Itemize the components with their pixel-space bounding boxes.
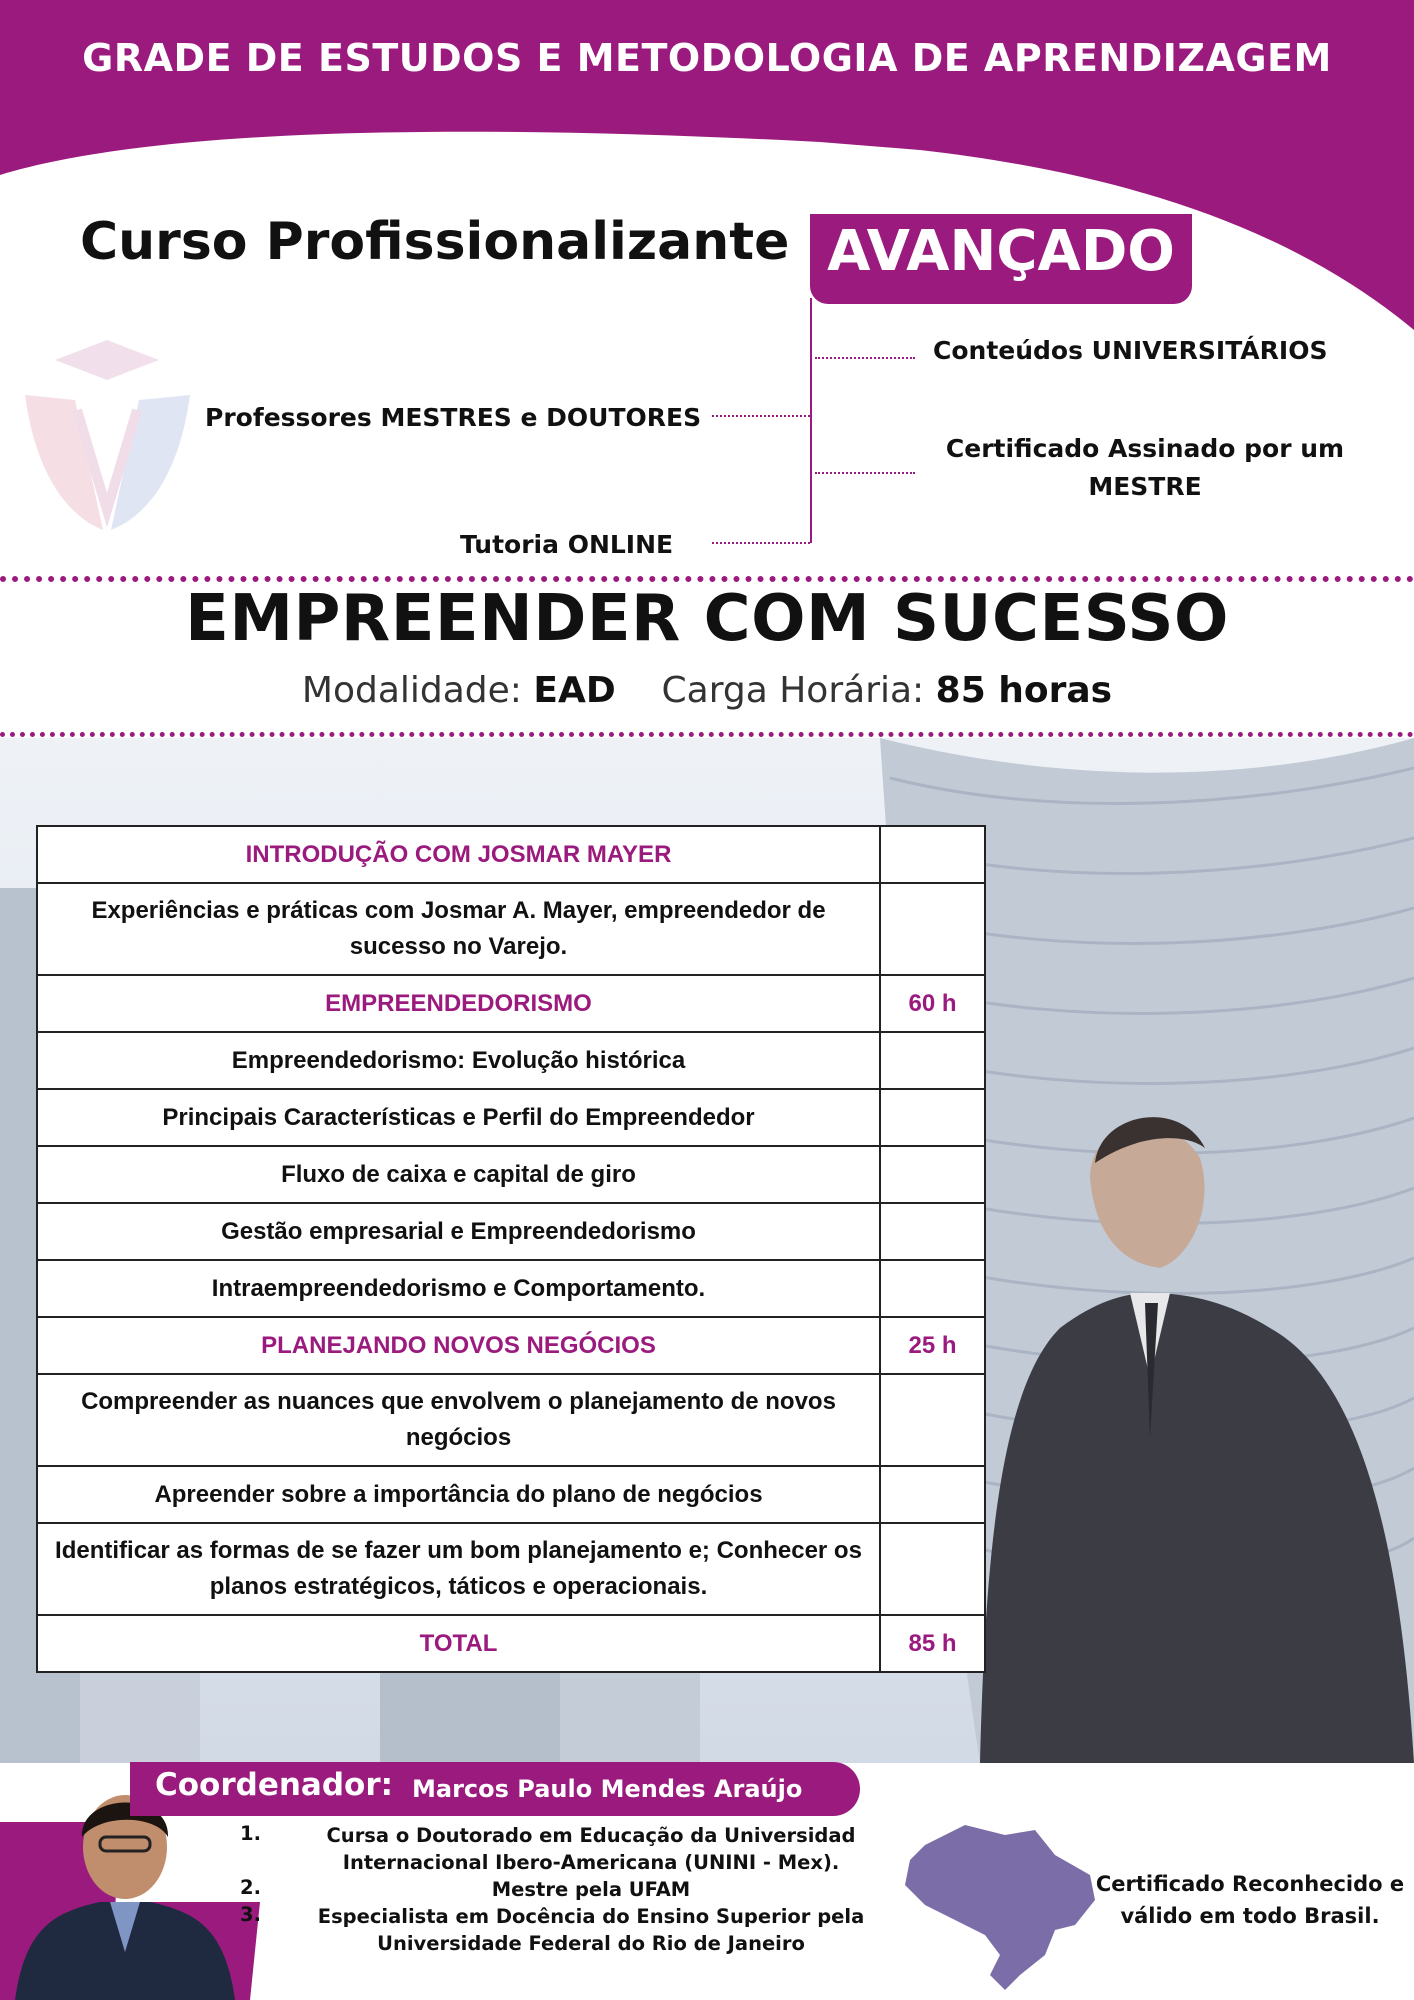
row-hours bbox=[880, 1146, 985, 1203]
row-text: Fluxo de caixa e capital de giro bbox=[37, 1146, 880, 1203]
row-hours: 85 h bbox=[880, 1615, 985, 1672]
item-text: Especialista em Docência do Ensino Superior pela Universidade Federal do Rio de Janeiro bbox=[317, 1905, 865, 1955]
table-row bbox=[37, 1523, 985, 1615]
list-item bbox=[240, 1876, 880, 1903]
row-text: INTRODUÇÃO COM JOSMAR MAYER bbox=[37, 826, 880, 883]
table-row bbox=[37, 1615, 985, 1672]
course-meta bbox=[0, 670, 1414, 711]
table-row bbox=[37, 1203, 985, 1260]
connector-line bbox=[815, 357, 915, 359]
level-badge: AVANÇADO bbox=[810, 214, 1192, 304]
row-text: Experiências e práticas com Josmar A. Mayer, empreendedor de sucesso no Varejo. bbox=[37, 883, 880, 975]
carga-value: 85 horas bbox=[935, 670, 1113, 711]
item-number: 1. bbox=[240, 1822, 261, 1845]
item-number: 3. bbox=[240, 1903, 261, 1926]
row-text: Apreender sobre a importância do plano de negócios bbox=[37, 1466, 880, 1523]
row-text: Intraempreendedorismo e Comportamento. bbox=[37, 1260, 880, 1317]
row-text: TOTAL bbox=[37, 1615, 880, 1672]
row-text: Identificar as formas de se fazer um bom planejamento e; Conhecer os planos estratégicos, táticos e operacionais. bbox=[37, 1523, 880, 1615]
row-text: Gestão empresarial e Empreendedorismo bbox=[37, 1203, 880, 1260]
modalidade-value: EAD bbox=[533, 670, 616, 711]
carga-label: Carga Horária: bbox=[661, 670, 925, 711]
row-hours bbox=[880, 1089, 985, 1146]
row-text: Compreender as nuances que envolvem o planejamento de novos negócios bbox=[37, 1374, 880, 1466]
table-row bbox=[37, 1146, 985, 1203]
row-hours: 60 h bbox=[880, 975, 985, 1032]
table-row bbox=[37, 1374, 985, 1466]
item-number: 2. bbox=[240, 1876, 261, 1899]
course-title: Curso Profissionalizante bbox=[80, 212, 790, 272]
separator bbox=[0, 732, 1414, 737]
school-logo bbox=[15, 340, 200, 540]
connector-line bbox=[712, 542, 810, 544]
list-item bbox=[240, 1822, 880, 1876]
brazil-map-icon bbox=[895, 1805, 1105, 1995]
feature-tutoria: Tutoria ONLINE bbox=[460, 530, 674, 559]
item-text: Cursa o Doutorado em Educação da Universidad Internacional Ibero-Americana (UNINI - Mex). bbox=[326, 1824, 856, 1874]
row-hours bbox=[880, 1203, 985, 1260]
coordinator-name: Marcos Paulo Mendes Araújo bbox=[412, 1775, 803, 1803]
row-hours bbox=[880, 1032, 985, 1089]
row-hours bbox=[880, 1466, 985, 1523]
row-text: PLANEJANDO NOVOS NEGÓCIOS bbox=[37, 1317, 880, 1374]
header-title: GRADE DE ESTUDOS E METODOLOGIA DE APRENDIZAGEM bbox=[82, 36, 1332, 80]
feature-certificado: Certificado Assinado por um MESTRE bbox=[945, 434, 1345, 501]
connector-line bbox=[712, 415, 810, 417]
table-row bbox=[37, 883, 985, 975]
item-text: Mestre pela UFAM bbox=[491, 1878, 691, 1901]
table-row bbox=[37, 1032, 985, 1089]
table-row bbox=[37, 1317, 985, 1374]
row-hours bbox=[880, 826, 985, 883]
connector-line bbox=[815, 472, 915, 474]
row-text: Principais Características e Perfil do Empreendedor bbox=[37, 1089, 880, 1146]
row-hours: 25 h bbox=[880, 1317, 985, 1374]
modalidade-label: Modalidade: bbox=[301, 670, 522, 711]
table-row bbox=[37, 975, 985, 1032]
row-hours bbox=[880, 1260, 985, 1317]
list-item bbox=[240, 1903, 880, 1957]
feature-professores: Professores MESTRES e DOUTORES bbox=[205, 403, 702, 432]
table-row bbox=[37, 826, 985, 883]
study-grid-table bbox=[36, 825, 986, 1673]
table-row bbox=[37, 1466, 985, 1523]
row-hours bbox=[880, 1374, 985, 1466]
features-vertical-line bbox=[810, 298, 812, 543]
row-hours bbox=[880, 883, 985, 975]
table-row bbox=[37, 1260, 985, 1317]
qualifications-list bbox=[240, 1822, 880, 1957]
coordinator-label: Coordenador: bbox=[155, 1767, 394, 1803]
feature-conteudos: Conteúdos UNIVERSITÁRIOS bbox=[933, 336, 1328, 365]
table-row bbox=[37, 1089, 985, 1146]
row-text: EMPREENDEDORISMO bbox=[37, 975, 880, 1032]
row-hours bbox=[880, 1523, 985, 1615]
certificate-note: Certificado Reconhecido e válido em todo Brasil. bbox=[1095, 1872, 1405, 1928]
row-text: Empreendedorismo: Evolução histórica bbox=[37, 1032, 880, 1089]
course-name: EMPREENDER COM SUCESSO bbox=[185, 582, 1229, 656]
